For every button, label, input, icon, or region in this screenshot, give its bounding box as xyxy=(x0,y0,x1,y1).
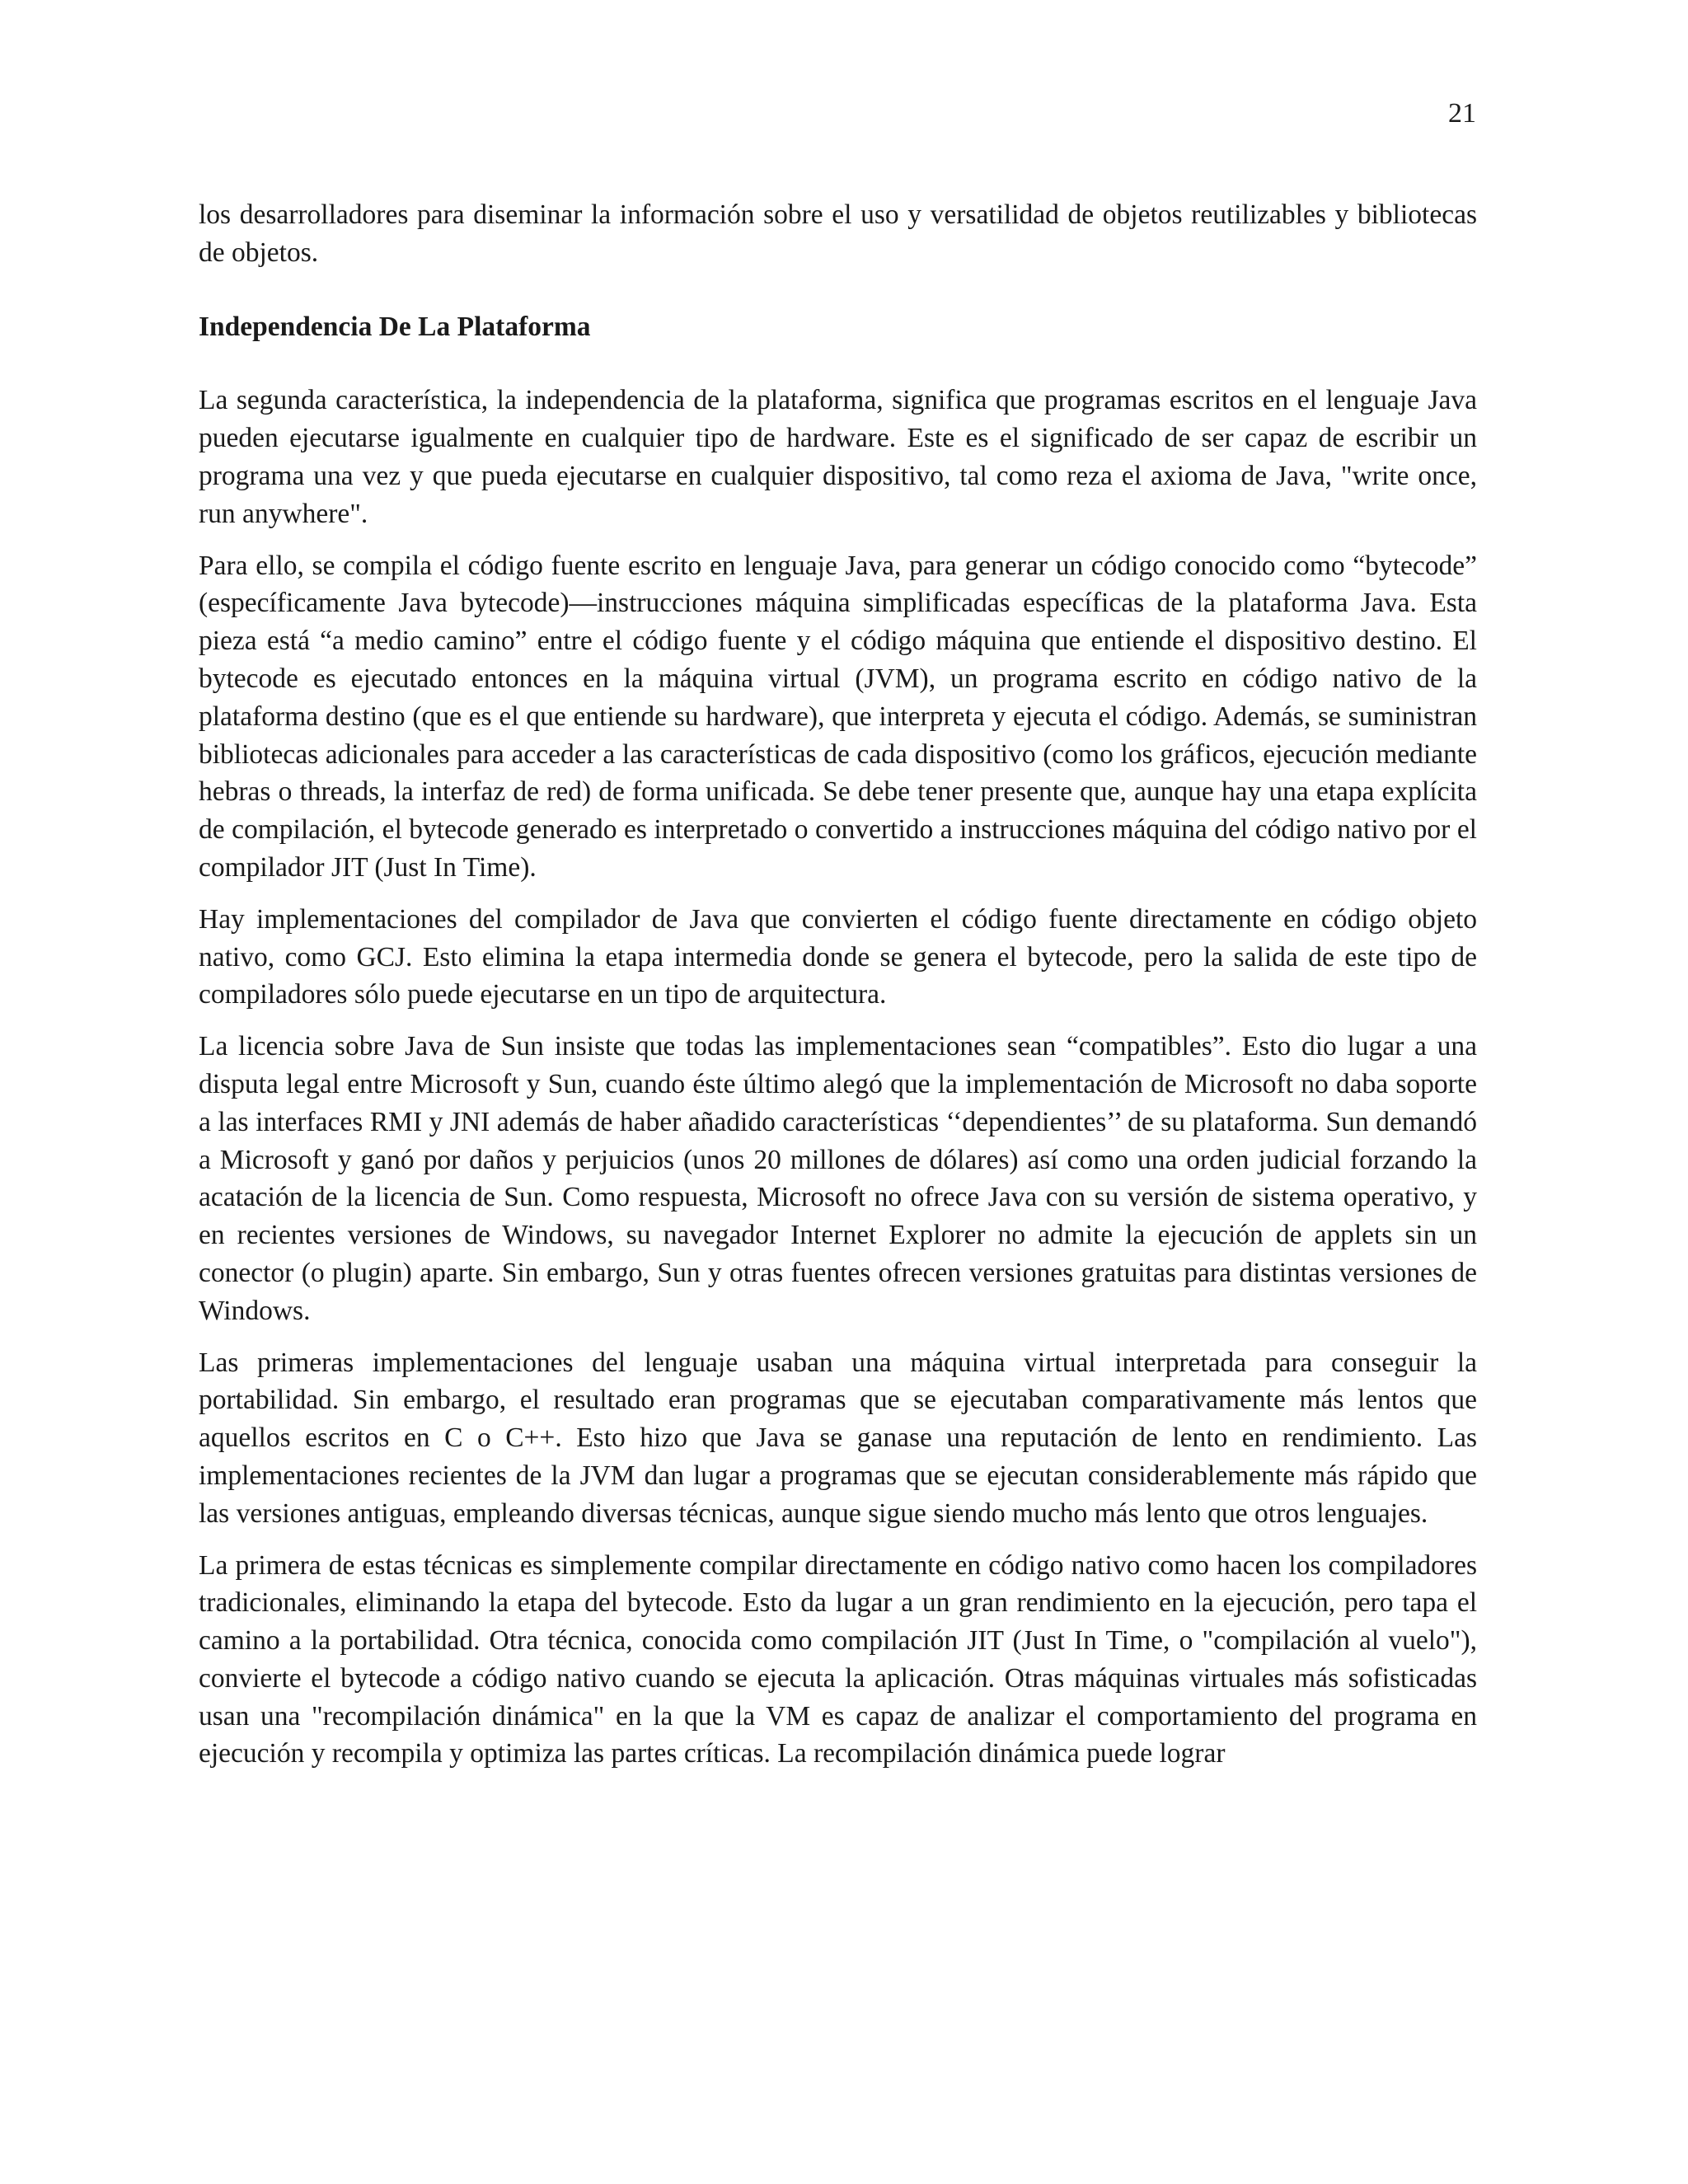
paragraph: Para ello, se compila el código fuente escrito en lenguaje Java, para generar un código conocido como “bytecode” (específicamente Java bytecode)—instrucciones máquina simplificadas específicas de la plataforma Java. Esta pieza está “a medio camino” entre el código fuente y el código máquina que entiende el dispositivo destino. El bytecode es ejecutado entonces en la máquina virtual (JVM), un programa escrito en código nativo de la plataforma destino (que es el que entiende su hardware), que interpreta y ejecuta el código. Además, se suministran bibliotecas adicionales para acceder a las características de cada dispositivo (como los gráficos, ejecución mediante hebras o threads, la interfaz de red) de forma unificada. Se debe tener presente que, aunque hay una etapa explícita de compilación, el bytecode generado es interpretado o convertido a instrucciones máquina del código nativo por el compilador JIT (Just In Time). xyxy=(199,550,1477,883)
page-number: 21 xyxy=(1448,98,1476,129)
paragraph: Hay implementaciones del compilador de Java que convierten el código fuente directamente en código objeto nativo, como GCJ. Esto elimina la etapa intermedia donde se genera el bytecode, pero la salida de este tipo de compiladores sólo puede ejecutarse en un tipo de arquitectura. xyxy=(199,903,1477,1010)
paragraph: La primera de estas técnicas es simplemente compilar directamente en código nativo como hacen los compiladores tradicionales, eliminando la etapa del bytecode. Esto da lugar a un gran rendimiento en la ejecución, pero tapa el camino a la portabilidad. Otra técnica, conocida como compilación JIT (Just In Time, o "compilación al vuelo"), convierte el bytecode a código nativo cuando se ejecuta la aplicación. Otras máquinas virtuales más sofisticadas usan una "recompilación dinámica" en la que la VM es capaz de analizar el comportamiento del programa en ejecución y recompila y optimiza las partes críticas. La recompilación dinámica puede lograr xyxy=(199,1549,1477,1769)
paragraph: Las primeras implementaciones del lenguaje usaban una máquina virtual interpretada para conseguir la portabilidad. Sin embargo, el resultado eran programas que se ejecutaban comparativamente más lentos que aquellos escritos en C o C++. Esto hizo que Java se ganase una reputación de lento en rendimiento. Las implementaciones recientes de la JVM dan lugar a programas que se ejecutan considerablemente más rápido que las versiones antiguas, empleando diversas técnicas, aunque sigue siendo mucho más lento que otros lenguajes. xyxy=(199,1347,1477,1529)
paragraph: La licencia sobre Java de Sun insiste que todas las implementaciones sean “compatibles”. Esto dio lugar a una disputa legal entre Microsoft y Sun, cuando éste último alegó que la implementación de Microsoft no daba soporte a las interfaces RMI y JNI además de haber añadido características ‘‘dependientes’’ de su plataforma. Sun demandó a Microsoft y ganó por daños y perjuicios (unos 20 millones de dólares) así como una orden judicial forzando la acatación de la licencia de Sun. Como respuesta, Microsoft no ofrece Java con su versión de sistema operativo, y en recientes versiones de Windows, su navegador Internet Explorer no admite la ejecución de applets sin un conector (o plugin) aparte. Sin embargo, Sun y otras fuentes ofrecen versiones gratuitas para distintas versiones de Windows. xyxy=(199,1031,1477,1326)
page-content xyxy=(199,196,1477,1787)
paragraph-continued: los desarrolladores para diseminar la información sobre el uso y versatilidad de objetos reutilizables y bibliotecas de objetos. xyxy=(199,199,1477,268)
paragraph: La segunda característica, la independencia de la plataforma, significa que programas escritos en el lenguaje Java pueden ejecutarse igualmente en cualquier tipo de hardware. Este es el significado de ser capaz de escribir un programa una vez y que pueda ejecutarse en cualquier dispositivo, tal como reza el axioma de Java, "write once, run anywhere". xyxy=(199,385,1477,529)
section-heading: Independencia De La Plataforma xyxy=(199,311,591,342)
